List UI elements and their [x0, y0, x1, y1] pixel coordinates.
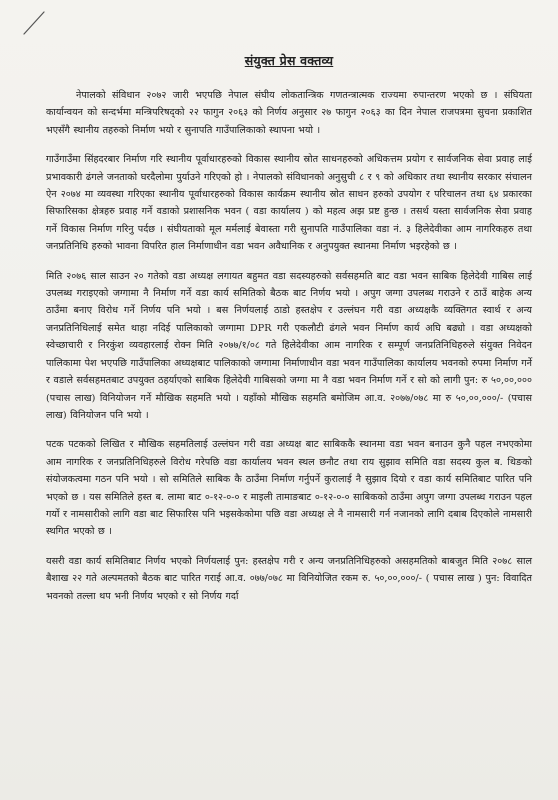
paragraph-5: यसरी वडा कार्य समितिबाट निर्णय भएको निर्णयलाई पुन: हस्तक्षेप गरी र अन्य जनप्रतिनिधिहरुको असहमतिको बाबजुत मिति २०७८ साल बैशाख २२ गते अल्पमतको बैठक बाट पारित गराई आ.व. ०७७/०७८ मा विनियोजित रकम रु. ५०,००,०००/- ( पचास लाख ) पुन: विवादित भवनको तल्ला थप भनी निर्णय भएको र सो निर्णय गर्दा [46, 555, 532, 602]
document-title: संयुक्त प्रेस वक्तव्य [244, 53, 334, 68]
paragraph-3: मिति २०७६ साल साउन २० गतेको वडा अध्यक्ष लगायत बहुमत वडा सदस्यहरुको सर्वसहमति बाट वडा भवन साबिक हिलेदेवी गाबिस लाई उपलब्ध गराइएको जग्गामा नै निर्माण गर्ने वडा कार्य समितिको बैठक बाट निर्णय भयो । अपुग जग्गा उपलब्ध गराउने र ठाउँ बाहेक अन्य ठाउँमा बनाए विरोध गर्ने निर्णय पनि भयो । बस निर्णयलाई ठाडो हस्तक्षेप र उल्लंघन गरी वडा अध्यक्षकै व्यक्तिगत स्वार्थ र अन्य जनप्रतिनिधिलाई समेत थाहा नदिई पालिकाको जग्गामा DPR गरी एकलौटी ढंगले भवन निर्माण कार्य अघि बढ्यो । वडा अध्यक्षको स्वेच्छाचारी र निरकुंश व्यवहारलाई रोक्न मिति २०७७/१/०८ गते हिलेदेवीका आम नागरिक र सम्पूर्ण जनप्रतिनिधिहरुले संयुक्त निवेदन पालिकामा पेश भएपछि गाउँपालिका अध्यक्षबाट पालिकाको जग्गामा निर्माणाधीन वडा भवन गाउँपालिका कार्यालय भवनको रुपमा निर्माण गर्ने र वडाले सर्वसहमतबाट उपयुक्त ठहर्याएको साबिक हिलेदेवी गाबिसको जग्गा मा नै वडा भवन निर्माण गर्ने र सो को लागी पुन: रु ५०,००,००० (पचास लाख) विनियोजन गर्ने मौखिक सहमति भयो । यहाँको मौखिक सहमति बमोजिम आ.व. २०७७/०७८ मा रु ५०,००,०००/- (पचास लाख) विनियोजन पनि भयो । [46, 270, 532, 421]
pen-stroke-mark-icon [20, 8, 50, 38]
paragraph-4: पटक पटकको लिखित र मौखिक सहमतिलाई उल्लंघन गरी वडा अध्यक्ष बाट साबिककै स्थानमा वडा भवन बनाउन कुनै पहल नभएकोमा आम नागरिक र जनप्रतिनिधिहरुले विरोध गरेपछि वडा कार्यालय भवन स्थल छनौट तथा राय सुझाव समिति वडा सदस्य कुल ब. थिङको संयोजकत्वमा गठन पनि भयो । सो समितिले साबिक कै ठाउँमा निर्माण गर्नुपर्ने कुरालाई नै सुझाव दियो र वडा कार्य समितिबाट पारित पनि भएको छ । यस समितिले हस्त ब. लामा बाट ०-१२-०-० र माइली तामाङबाट ०-१२-०-० साबिकको ठाउँमा अपुग जग्गा उपलब्ध गराउन पहल गर्यो र नामसारीको लागि वडा बाट सिफारिस पनि भइसकेकोमा पछि वडा अध्यक्ष ले नै नामसारी गर्न नजानको लागि दबाब दिएकोले नामसारी स्थगित भएको छ । [46, 439, 532, 538]
paragraph-1: नेपालको संविधान २०७२ जारी भएपछि नेपाल संघीय लोकतान्त्रिक गणतन्त्रात्मक राज्यमा रुपान्तरण भएको छ । संघियता कार्यान्वयन को सन्दर्भमा मन्त्रिपरिषद्को २२ फागुन २०६३ को निर्णय अनुसार २७ फागुन २०६३ का दिन नेपाल राजपत्रमा सुचना प्रकाशित भएसँगै स्थानीय तहरुको निर्माण भयो र सुनापति गाउँपालिकाको स्थापना भयो । [46, 90, 532, 136]
paragraph-2: गाउँगाउँमा सिंहदरबार निर्माण गरि स्थानीय पूर्वाधारहरुको विकास स्थानीय स्रोत साधनहरुको अधिकत्तम प्रयोग र सार्वजनिक सेवा प्रवाह लाई प्रभावकारी ढंगले जनताको घरदैलोमा पुर्याउने गरिएको हो । नेपालको संविधानको अनुसुची ८ र ९ को अधिकार तथा स्थानीय सरकार संचालन ऐन २०७४ मा व्यवस्था गरिएका स्थानीय पूर्वाधारहरुको विकास कार्यक्रम स्थानीय स्रोत साधन हरुको उपयोग र परिचालन तथा ६४ प्रकारका सिफारिसका क्षेत्रहरु प्रवाह गर्ने वडाको प्रशासनिक भवन ( वडा कार्यालय ) को महत्व अझ प्रष्ट हुन्छ । तसर्थ यस्ता सार्वजनिक सेवा प्रवाह गर्ने विकास निर्माण गरिनु पर्दछ । संघीयताको मूल मर्मलाई बेवास्ता गरी सुनापति गाउँपालिका वडा नं. ३ हिलेदेवीका आम नागरिकहरु तथा जनप्रतिनिधि हरुको भावना विपरित हाल निर्माणाधीन वडा भवन अवैधानिक र अनुपयुक्त स्थानमा निर्माण भइरहेको छ । [46, 154, 532, 253]
